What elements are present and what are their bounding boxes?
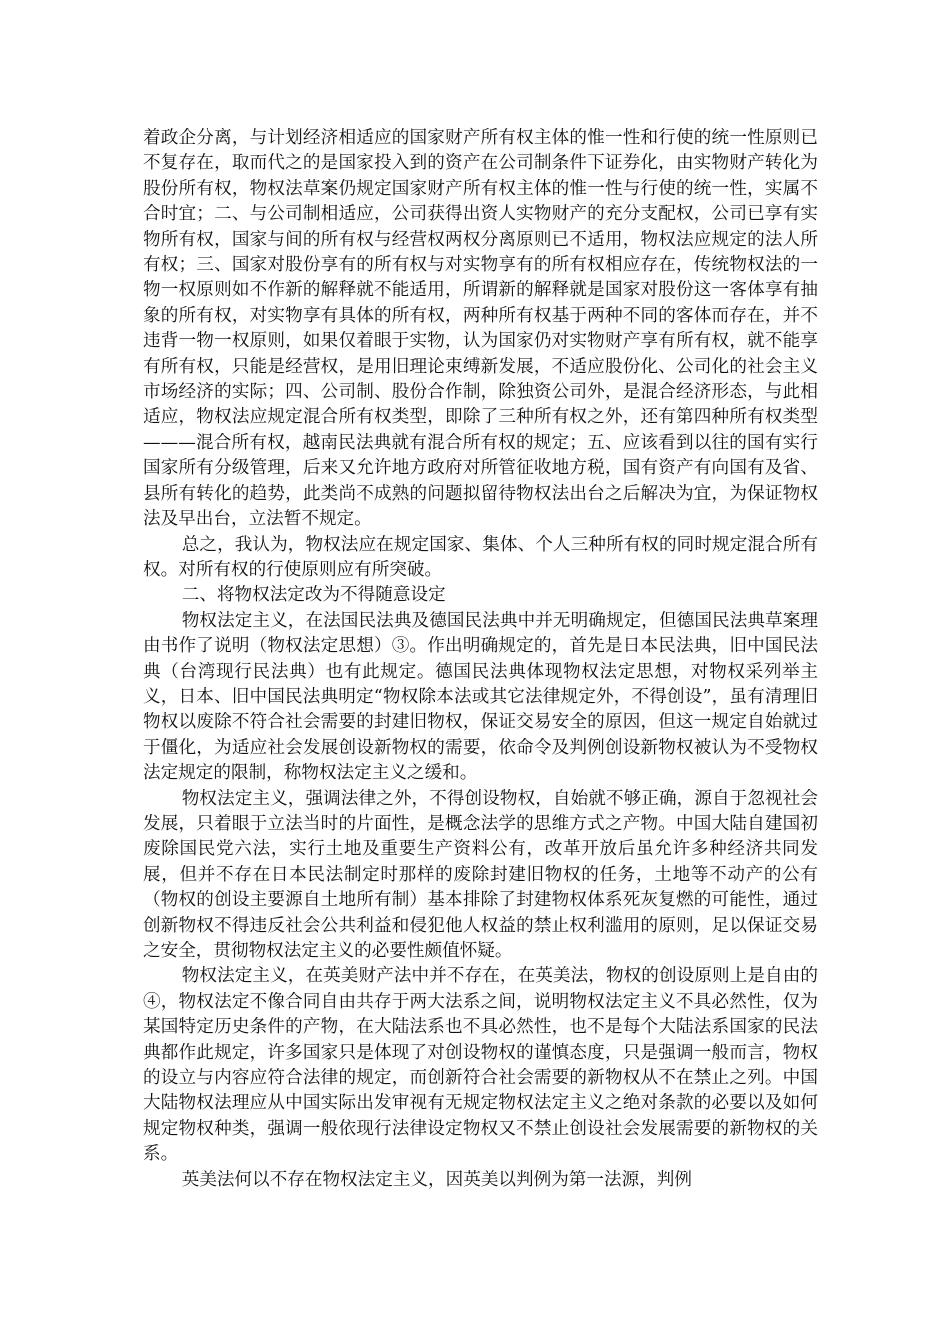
paragraph-body: 物权法定主义，在英美财产法中并不存在，在英美法，物权的创设原则上是自由的④，物权法定不像合同自由共存于两大法系之间，说明物权法定主义不具必然性，仅为某国特定历史条件的产物，在大陆法系也不具必然性，也不是每个大陆法系国家的民法典都作此规定，许多国家只是体现了对创设物权的谨慎态度，只是强调一般而言，物权的设立与内容应符合法律的规定，而创新符合社会需要的新物权从不在禁止之列。中国大陆物权法理应从中国实际出发审视有无规定物权法定主义之绝对条款的必要以及如何规定物权种类，强调一般依现行法律设定物权又不禁止创设社会发展需要的新物权的关系。 [143, 966, 818, 1165]
paragraph-body: 物权法定主义，在法国民法典及德国民法典中并无明确规定，但德国民法典草案理由书作了说明（物权法定思想）③。作出明确规定的，首先是日本民法典，旧中国民法典（台湾现行民法典）也有此规定。德国民法典体现物权法定思想，对物权采列举主义，日本、旧中国民法典明定“物权除本法或其它法律规定外，不得创设”，虽有清理旧物权以废除不符合社会需要的封建旧物权，保证交易安全的原因，但这一规定自始就过于僵化，为适应社会发展创设新物权的需要，依命令及判例创设新物权被认为不受物权法定规定的限制，称物权法定主义之缓和。 [143, 610, 818, 784]
paragraph-continuation: 着政企分离，与计划经济相适应的国家财产所有权主体的惟一性和行使的统一性原则已不复存在，取而代之的是国家投入到的资产在公司制条件下证券化，由实物财产转化为股份所有权，物权法草案仍规定国家财产所有权主体的惟一性与行使的统一性，实属不合时宜；二、与公司制相适应，公司获得出资人实物财产的充分支配权，公司已享有实物所有权，国家与间的所有权与经营权两权分离原则已不适用，物权法应规定的法人所有权；三、国家对股份享有的所有权与对实物享有的所有权相应存在，传统物权法的一物一权原则如不作新的解释就不能适用，所谓新的解释就是国家对股份这一客体享有抽象的所有权，对实物享有具体的所有权，两种所有权基于两种不同的客体而存在，并不违背一物一权原则，如果仅着眼于实物，认为国家仍对实物财产享有所有权，就不能享有所有权，只能是经营权，是用旧理论束缚新发展，不适应股份化、公司化的社会主义市场经济的实际；四、公司制、股份合作制，除独资公司外，是混合经济形态，与此相适应，物权法应规定混合所有权类型，即除了三种所有权之外，还有第四种所有权类型———混合所有权，越南民法典就有混合所有权的规定；五、应该看到以往的国有实行国家所有分级管理，后来又允许地方政府对所管征收地方税，国有资产有向国有及省、县所有转化的趋势，此类尚不成熟的问题拟留待物权法出台之后解决为宜，为保证物权法及早出台，立法暂不规定。 [143, 128, 818, 530]
paragraph-body: 英美法何以不存在物权法定主义，因英美以判例为第一法源，判例 [181, 1169, 692, 1190]
section-heading: 二、将物权法定改为不得随意设定 [181, 585, 446, 606]
document-page [143, 126, 818, 1193]
paragraph-conclusion: 总之，我认为，物权法应在规定国家、集体、个人三种所有权的同时规定混合所有权。对所有权的行使原则应有所突破。 [143, 534, 818, 580]
paragraph-body: 物权法定主义，强调法律之外，不得创设物权，自始就不够正确，源自于忽视社会发展，只着眼于立法当时的片面性，是概念法学的思维方式之产物。中国大陆自建国初废除国民党六法，实行土地及重要生产资料公有，改革开放后虽允许多种经济共同发展，但并不存在日本民法制定时那样的废除封建旧物权的任务，土地等不动产的公有（物权的创设主要源自土地所有制）基本排除了封建物权体系死灰复燃的可能性，通过创新物权不得违反社会公共利益和侵犯他人权益的禁止权利滥用的原则，足以保证交易之安全，贯彻物权法定主义的必要性颇值怀疑。 [143, 788, 818, 961]
